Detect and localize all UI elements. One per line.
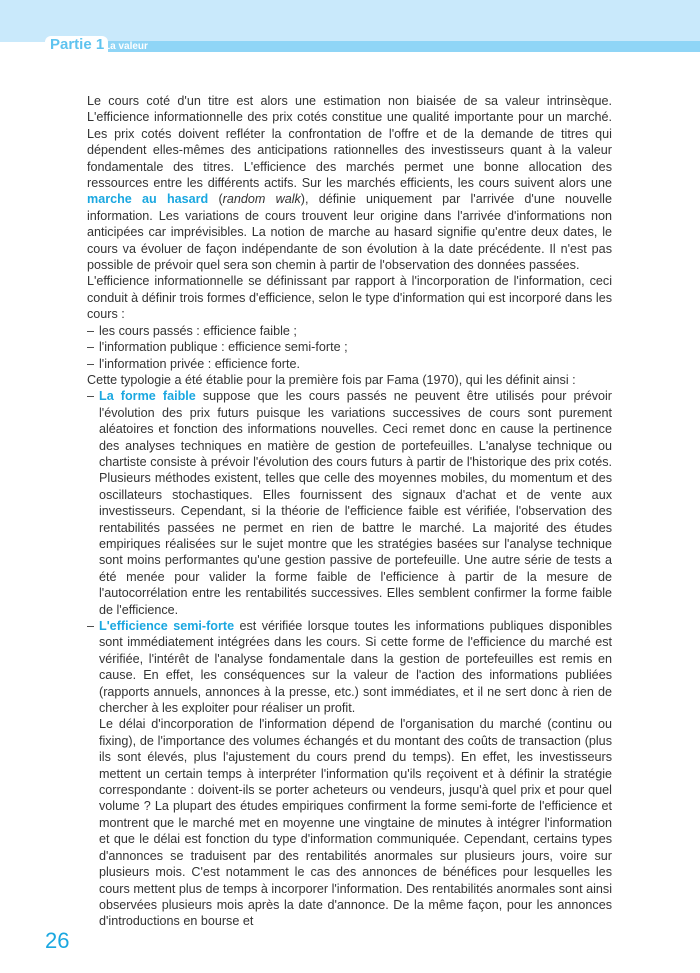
list-item <box>87 618 612 716</box>
text: ), définie uniquement par l'arrivée d'une nouvelle information. Les variations de cours trouvent leur origine dans l'arrivée d'informations non anticipées car imprévisibles. La notion de marche au hasard signifie qu'entre deux dates, le cours va évoluer de façon indépendante de son évolution à la date précédente. Il n'est pas possible de prévoir quel sera son chemin à partir de l'observation des données passées. <box>87 192 612 273</box>
key-term: marche au hasard <box>87 192 209 207</box>
paragraph <box>87 93 612 273</box>
header-stripe <box>100 41 700 52</box>
paragraph: Le délai d'incorporation de l'information dépend de l'organisation du marché (continu ou fixing), de l'importance des volumes échangés et du montant des coûts de transaction (plus ils sont élevés, plus l'ajustement du cours prend du temps). En effet, les investisseurs mettent un certain temps à interpréter l'information qu'ils reçoivent et à définir la stratégie correspondante : doivent-ils se porter acheteurs ou vendeurs, jusqu'à quel prix et pour quel volume ? La plupart des études empiriques confirment la forme semi-forte de l'efficience et montrent que le marché met en moyenne une vingtaine de minutes à intégrer l'information et que le délai est fonction du type d'information communiquée. Cependant, certains types d'annonces se traduisent par des rentabilités anormales sur plusieurs jours, voire sur plusieurs mois. C'est notamment le cas des annonces de bénéfices pour lesquelles les cours mettent plus de temps à incorporer l'information. Des rentabilités anormales sont ainsi observées plusieurs mois après la date d'annonce. De la même façon, pour les annonces d'introductions en bourse et <box>99 717 612 929</box>
text: est vérifiée lorsque toutes les informations publiques disponibles sont immédiatement intégrées dans les cours. Si cette forme de l'efficience du marché est vérifiée, l'intérêt de l'analyse fondamentale dans la gestion de portefeuilles est remis en cause. En effet, les conséquences sur la valeur de l'action des informations publiées (rapports annuels, annonces à la presse, etc.) sont immédiates, et il ne sert donc à rien de chercher à les exploiter pour réaliser un profit. <box>99 619 613 716</box>
section-label: La valeur <box>104 41 148 52</box>
text: Le cours coté d'un titre est alors une estimation non biaisée de sa valeur intrinsèque. L'efficience informationnelle des prix cotés constitue une qualité importante pour un marché. Les prix cotés doivent refléter la confrontation de l'offre et de la demande de titres qui dépendent elles-mêmes des anticipations rationnelles des investisseurs quant à la valeur fondamentale des titres. L'efficience des marchés permet une bonne allocation des ressources entre les différents actifs. Sur les marchés efficients, les cours suivent alors une <box>87 94 612 191</box>
key-term: La forme faible <box>99 389 196 404</box>
key-term: L'efficience semi-forte <box>99 619 235 633</box>
paragraph: Cette typologie a été établie pour la première fois par Fama (1970), qui les définit ainsi : <box>87 372 576 387</box>
page-number: 26 <box>45 928 70 953</box>
paragraph: L'efficience informationnelle se définissant par rapport à l'incorporation de l'information, ceci conduit à définir trois formes d'efficience, selon le type d'information qui est incorporé dans les cours : <box>87 274 612 322</box>
list-item: – l'information privée : efficience forte. <box>87 356 612 372</box>
text: ( <box>208 192 223 207</box>
body-text <box>87 93 612 930</box>
part-label: Partie 1 <box>45 36 108 53</box>
list-item: – l'information publique : efficience semi-forte ; <box>87 339 612 355</box>
header-band <box>0 0 700 42</box>
text: suppose que les cours passés ne peuvent être utilisés pour prévoir l'évolution des prix futurs puisque les variations successives de cours sont purement aléatoires et fonction des informations nouvelles. Ceci remet donc en cause la pertinence des analyses techniques en matière de gestion de portefeuilles. L'analyse technique ou chartiste consiste à prévoir l'évolution des cours futurs à partir de l'historique des prix cotés. Plusieurs méthodes existent, telles que celle des moyennes mobiles, du momentum et des oscillateurs stochastiques. Elles fournissent des signaux d'achat et de vente aux investisseurs. Cependant, si la théorie de l'efficience faible est vérifiée, l'observation des rentabilités passées ne permet en rien de battre le marché. La majorité des études empiriques réalisées sur le sujet montre que les stratégies basées sur l'analyse technique sont moins performantes qu'une gestion passive de portefeuille. Une autre série de tests a été menée pour valider la forme faible de l'efficience à partir de la mesure de l'autocorrélation entre les rentabilités successives. Elles semblent confirmer la forme faible de l'efficience. <box>99 389 612 617</box>
list-item <box>87 388 612 618</box>
italic-term: random walk <box>222 192 301 207</box>
list-item: – les cours passés : efficience faible ; <box>87 323 612 339</box>
